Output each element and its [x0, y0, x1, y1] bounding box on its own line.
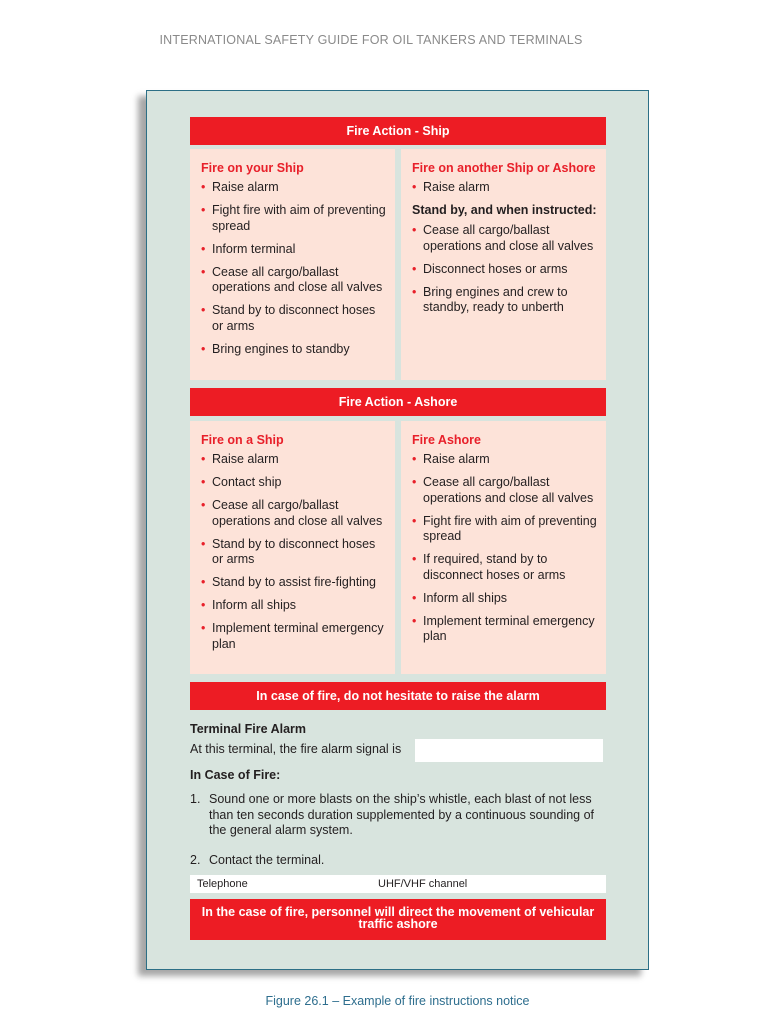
contact-details-row: [190, 875, 606, 893]
step-number: 1.: [190, 792, 201, 806]
list-item: • Raise alarm: [412, 452, 598, 468]
action-list: [412, 452, 598, 645]
uhf-vhf-channel-label: UHF/VHF channel: [378, 878, 468, 890]
list-item: • Stand by to disconnect hoses or arms: [201, 537, 387, 568]
fire-on-your-ship-panel: [190, 149, 395, 380]
action-list: [412, 180, 598, 196]
list-item: • Stand by to disconnect hoses or arms: [201, 303, 387, 334]
list-item: • Fight fire with aim of preventing spread: [412, 514, 598, 545]
step-number: 2.: [190, 853, 201, 867]
list-item: • Inform terminal: [201, 242, 387, 258]
figure-caption: Figure 26.1 – Example of fire instructions notice: [265, 994, 530, 1008]
vehicular-traffic-bar: In the case of fire, personnel will direct the movement of vehicular traffic ashore: [190, 899, 606, 940]
fire-action-ship-row: [190, 149, 606, 380]
raise-alarm-bar: In case of fire, do not hesitate to raise the alarm: [190, 682, 606, 710]
in-case-of-fire-title: In Case of Fire:: [190, 768, 281, 782]
list-item: • Cease all cargo/ballast operations and close all valves: [201, 265, 387, 296]
list-item: • Inform all ships: [412, 591, 598, 607]
list-item: • Contact ship: [201, 475, 387, 491]
step-text: Sound one or more blasts on the ship’s whistle, each blast of not less than ten seconds duration supplemented by a continuous sounding of the general alarm system.: [209, 792, 594, 837]
fire-action-ashore-row: [190, 421, 606, 674]
list-item: • Inform all ships: [201, 598, 387, 614]
list-item: • Implement terminal emergency plan: [412, 614, 598, 645]
panel-heading: Fire on a Ship: [201, 433, 284, 447]
fire-action-ship-bar: Fire Action - Ship: [190, 117, 606, 145]
step-text: Contact the terminal.: [209, 853, 325, 867]
list-item: • Cease all cargo/ballast operations and close all valves: [412, 475, 598, 506]
running-header: INTERNATIONAL SAFETY GUIDE FOR OIL TANKERS AND TERMINALS: [159, 33, 583, 47]
list-item: • Raise alarm: [412, 180, 598, 196]
list-item: • Cease all cargo/ballast operations and close all valves: [412, 223, 598, 254]
fire-on-another-ship-panel: [401, 149, 606, 380]
list-item: • Bring engines and crew to standby, ready to unberth: [412, 285, 598, 316]
fire-action-ashore-bar: Fire Action - Ashore: [190, 388, 606, 416]
action-list: [412, 223, 598, 316]
fire-ashore-panel: [401, 421, 606, 674]
fire-alarm-signal-field: [415, 739, 603, 762]
list-item: • Fight fire with aim of preventing spread: [201, 203, 387, 234]
action-list: [201, 452, 387, 652]
list-item: • Bring engines to standby: [201, 342, 387, 358]
instruction-step: [190, 853, 324, 869]
panel-heading: Fire on another Ship or Ashore: [412, 161, 596, 175]
panel-heading: Fire Ashore: [412, 433, 482, 447]
fire-on-a-ship-panel: [190, 421, 395, 674]
fire-instructions-notice: [146, 90, 649, 970]
instruction-step: [190, 792, 610, 839]
list-item: • Raise alarm: [201, 452, 387, 468]
panel-subheading: Stand by, and when instructed:: [412, 203, 597, 217]
action-list: [201, 180, 387, 357]
terminal-fire-alarm-title: Terminal Fire Alarm: [190, 722, 307, 736]
list-item: • Raise alarm: [201, 180, 387, 196]
list-item: • If required, stand by to disconnect hoses or arms: [412, 552, 598, 583]
list-item: • Disconnect hoses or arms: [412, 262, 598, 278]
list-item: • Implement terminal emergency plan: [201, 621, 387, 652]
list-item: • Cease all cargo/ballast operations and close all valves: [201, 498, 387, 529]
telephone-label: Telephone: [197, 878, 248, 890]
fire-alarm-signal-label: At this terminal, the fire alarm signal is: [190, 742, 402, 756]
panel-heading: Fire on your Ship: [201, 161, 304, 175]
list-item: • Stand by to assist fire-fighting: [201, 575, 387, 591]
